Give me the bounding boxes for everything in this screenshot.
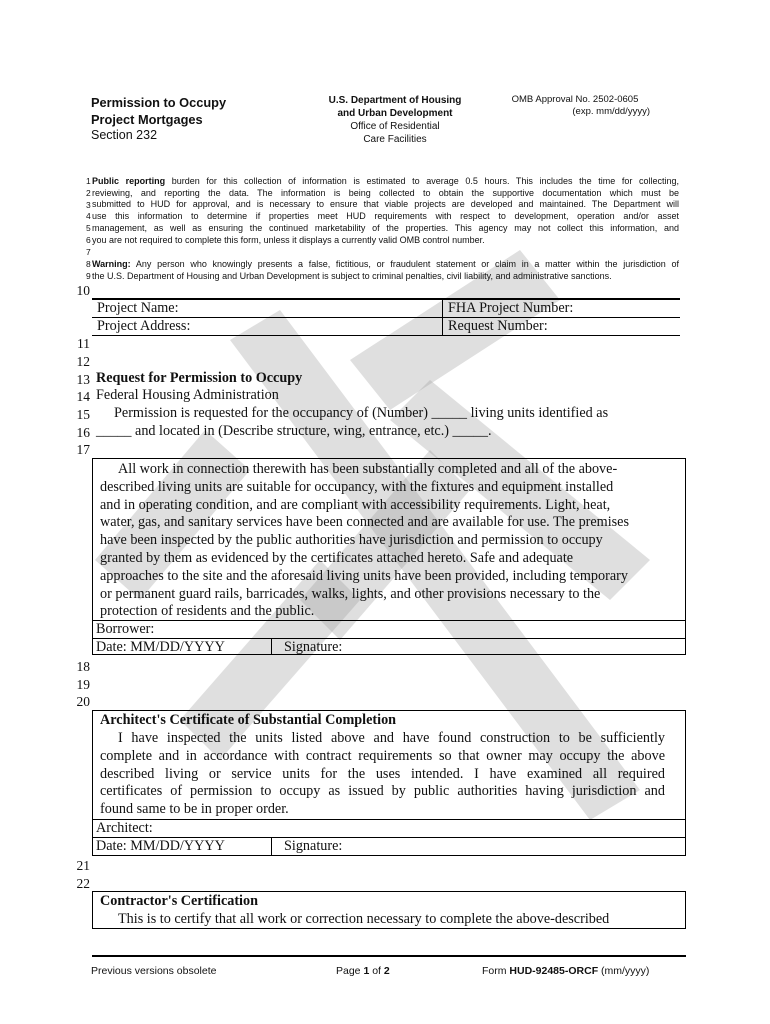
line-number: 14 [76,389,90,404]
line-number: 18 [76,659,90,674]
architect-label: Architect: [96,820,153,836]
architect-title: Architect's Certificate of Substantial Completion [100,712,397,728]
architect-rule [92,819,686,820]
footer-form-number: Form HUD-92485-ORCF (mm/yyyy) [482,965,650,977]
line-number: 16 [76,425,90,440]
omb-expiry: (exp. mm/dd/yyyy) [572,106,650,117]
line-number: 5 [86,223,91,233]
burden-statement: Public reporting burden for this collection of information is estimated to average 0.5 hours. This includes the time for collecting, reviewing, and reporting the data. The information is being collected to obtain the supportive documentation which must be submitted to HUD for approval, and is necessary to ensure that viable projects are developed and maintained. The Department will use this information to determine if properties meet HUD requirements with respect to development, operation and/or asset management, as well as ensuring the continued marketability of the properties. This agency may not collect this information, and you are not required to complete this form, unless it displays a currently valid OMB control number. [92,176,679,245]
project-name-label: Project Name: [97,300,179,316]
request-agency: Federal Housing Administration [96,387,279,403]
footer-rule [92,955,686,957]
line-number: 3 [86,200,91,210]
table-top-rule [92,298,680,300]
line-number: 7 [86,247,91,257]
contractor-bottom-rule [92,928,686,929]
line-number: 10 [76,283,90,298]
line-number: 17 [76,442,90,457]
line-number: 21 [76,858,90,873]
borrower-rule [92,620,686,621]
omb-approval: OMB Approval No. 2502-0605 [511,94,639,105]
line-number: 8 [86,259,91,269]
line-number: 6 [86,235,91,245]
line-number: 12 [76,354,90,369]
project-address-label: Project Address: [97,318,191,334]
fha-number-label: FHA Project Number: [448,300,574,316]
architect-date-divider [271,837,272,855]
line-number: 2 [86,188,91,198]
line-number: 19 [76,677,90,692]
borrower-date-field[interactable]: Date: MM/DD/YYYY [96,639,225,655]
architect-signature-field[interactable]: Signature: [284,838,343,854]
form-section: Section 232 [91,128,158,142]
line-number: 4 [86,211,91,221]
office-line2: Care Facilities [363,134,427,145]
borrower-statement: All work in connection therewith has been substantially completed and all of the above- described living units are suitable for occupancy, with the fixtures and equipment installed and in operating condition, and are compliant with accessibility requirements. Light, heat, water, gas, and sanitary services have been connected and are available for use. The premises have been inspected by the public authorities have jurisdiction and permission to occupy granted by them as evidenced by the certificates attached hereto. Safe and adequate approaches to the site and the aforesaid living units have been provided, including temporary or permanent guard rails, barricades, walks, lights, and other provisions necessary to the protection of residents and the public. [100,461,629,620]
borrower-signature-field[interactable]: Signature: [284,639,343,655]
burden-label: Public reporting [92,176,166,186]
form-title-line2: Project Mortgages [91,112,203,127]
agency-line1: U.S. Department of Housing [328,95,462,106]
office-line1: Office of Residential [350,121,440,132]
request-number-label: Request Number: [448,318,548,334]
line-number: 1 [86,176,91,186]
contractor-statement: This is to certify that all work or correction necessary to complete the above-described [118,911,610,927]
table-bottom-rule [92,335,680,336]
warning-statement: Warning: Any person who knowingly presents a false, fictitious, or fraudulent statement or claim in a matter within the jurisdiction of the U.S. Department of Housing and Urban Development is subject to criminal penalties, civil liability, and administrative sanctions. [92,259,679,281]
borrower-date-divider [271,638,272,655]
line-number: 22 [76,876,90,891]
architect-statement: I have inspected the units listed above and have found construction to be sufficiently complete and in accordance with contract requirements so that owner may occupy the above described living or service units for the uses intended. I have examined all required certificates of permission to occupy as issued by public authorities having jurisdiction and found same to be in proper order. [100,730,665,818]
line-number: 11 [77,336,90,351]
footer-page-number: Page 1 of 2 [336,965,390,977]
form-title-line1: Permission to Occupy [91,95,227,110]
agency-line2: and Urban Development [337,108,453,119]
request-line1: Permission is requested for the occupancy of (Number) _____ living units identified as [114,405,609,421]
line-number: 15 [76,407,90,422]
architect-date-field[interactable]: Date: MM/DD/YYYY [96,838,225,854]
warning-label: Warning: [92,259,131,269]
contractor-title: Contractor's Certification [100,893,258,909]
line-number: 13 [76,372,90,387]
request-line2: _____ and located in (Describe structure, wing, entrance, etc.) _____. [96,423,492,439]
line-number: 9 [86,271,91,281]
footer-previous-versions: Previous versions obsolete [91,965,217,977]
request-title: Request for Permission to Occupy [96,370,303,386]
line-number: 20 [76,694,90,709]
borrower-label: Borrower: [96,621,155,637]
